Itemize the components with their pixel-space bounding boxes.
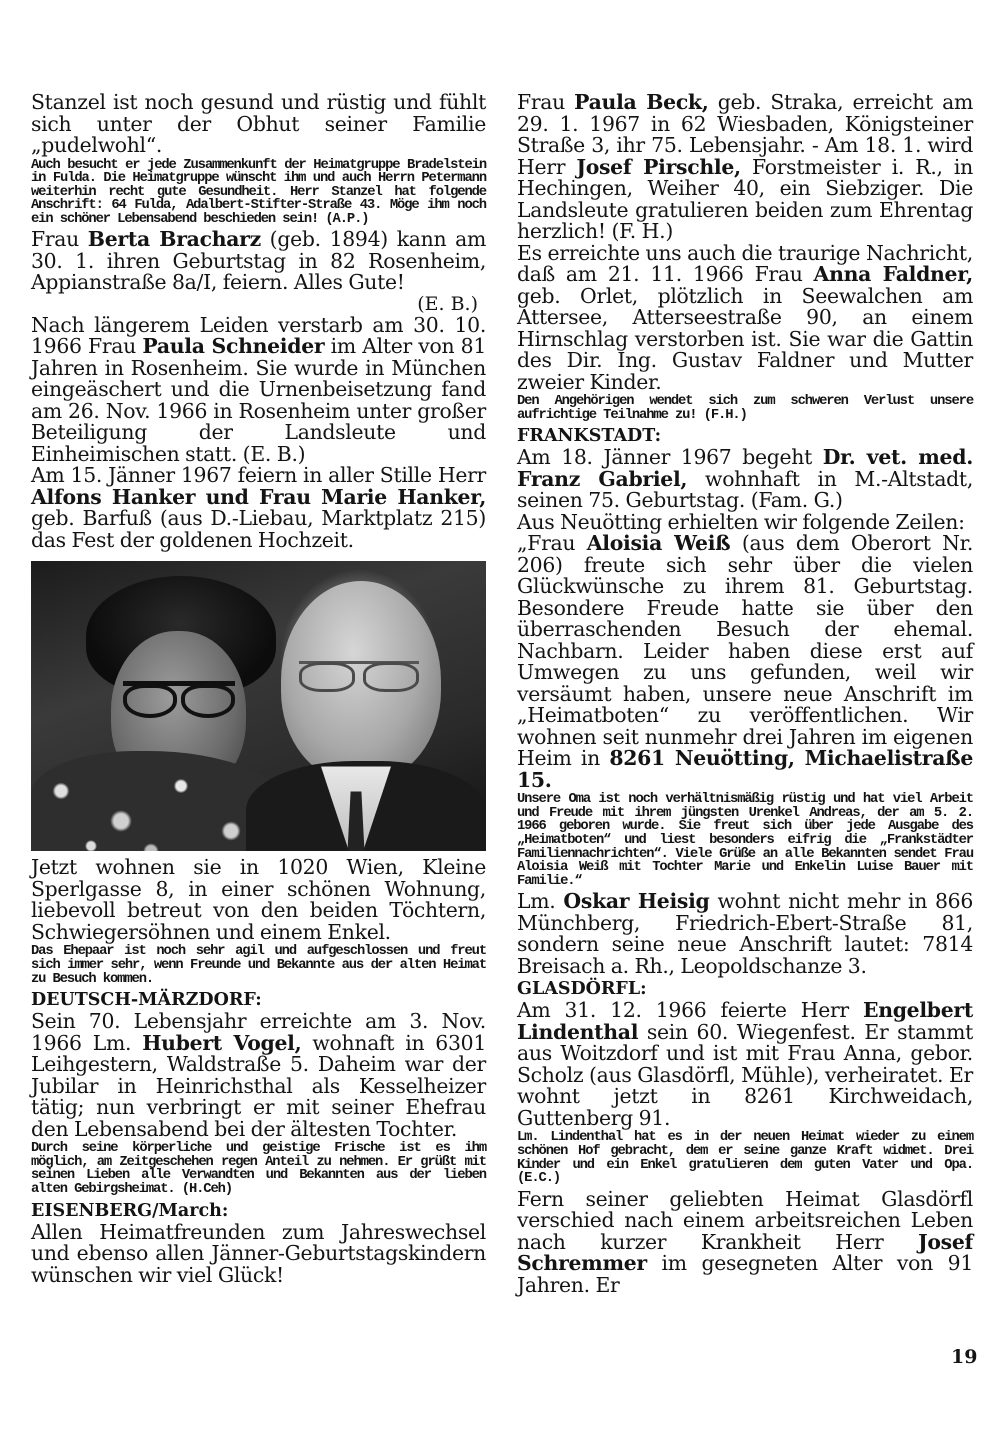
person-name: Josef Pirschle, bbox=[576, 154, 741, 179]
paragraph-hanker: Am 15. Jänner 1967 feiern in aller Stille Herr Alfons Hanker und Frau Marie Hanker, geb. Barfuß (aus D.-Liebau, Marktplatz 215) das Fest der goldenen Hochzeit. bbox=[31, 463, 486, 552]
note-hanker: Das Ehepaar ist noch sehr agil und aufgeschlossen und freut sich immer sehr, wenn Freunde und Bekannte aus der alten Heimat zu Besuch kommen. bbox=[31, 944, 486, 987]
person-name: Paula Schneider bbox=[142, 334, 325, 359]
person-name: Alfons Hanker und Frau Marie Hanker, bbox=[31, 484, 486, 509]
paragraph-heisig: Lm. Oskar Heisig wohnt nicht mehr in 866 Münchberg, Friedrich-Ebert-Straße 81, sondern seine neue Anschrift lautet: 7814 Breisach a. Rh., Leopoldschanze 3. bbox=[517, 889, 974, 978]
person-name: Paula Beck, bbox=[574, 90, 709, 114]
paragraph-neuoetting: Aus Neuötting erhielten wir folgende Zeilen: bbox=[517, 509, 965, 534]
note-faldner: Den Angehörigen wendet sich zum schweren Verlust unsere aufrichtige Teilnahme zu! (F.H.) bbox=[517, 394, 973, 423]
note-vogel: Durch seine körperliche und geistige Frische ist es ihm möglich, am Zeitgeschehen regen Anteil zu nehmen. Er grüßt mit seinen Lieben alle Verwandten und Bekannten aus der lieben alten Gebirgsheimat. (H.Ceh) bbox=[31, 1141, 486, 1198]
paragraph-hanker-address: Jetzt wohnen sie in 1020 Wien, Kleine Sperlgasse 8, in einer schönen Wohnung, liebevoll betreut von den beiden Töchtern, Schwiegersöhnen und einem Enkel. bbox=[31, 855, 486, 944]
couple-photo bbox=[31, 561, 486, 851]
signature-eb: (E. B.) bbox=[417, 292, 478, 315]
heading-eisenberg: EISENBERG/March: bbox=[31, 1200, 229, 1221]
heading-glasdoerfl: GLASDÖRFL: bbox=[517, 979, 647, 1000]
note-lindenthal: Lm. Lindenthal hat es in der neuen Heimat wieder zu einem schönen Hof gebracht, dem er seine ganze Kraft widmet. Drei Kinder und ein Enkel gratulieren dem guten Vater und Opa. (E.C.) bbox=[517, 1130, 973, 1187]
paragraph-weiss: „Frau Aloisia Weiß (aus dem Oberort Nr. 206) freute sich sehr über die vielen Glückwünsche zu ihrem 81. Geburtstag. Besondere Freude hatte sie über den überraschenden Besuch der ehemal. Nachbarn. Leider haben diese erst auf Umwegen zu uns gefunden, weil wir versäumt haben, unsere neue Anschrift im „Heimatboten“ zu veröffentlichen. Wir wohnen seit nunmehr drei Jahren im eigenen Heim in 8261 Neuötting, Michaelistraße 15. bbox=[517, 531, 973, 792]
paragraph-schneider: Nach längerem Leiden verstarb am 30. 10. 1966 Frau Paula Schneider im Alter von 81 Jahren in Rosenheim. Sie wurde in München eingeäschert und die Urnenbeisetzung fand am 26. Nov. 1966 in Rosenheim unter großer Beteiligung der Landsleute und Einheimischen statt. (E. B.) bbox=[31, 312, 486, 466]
person-name: Anna Faldner, bbox=[813, 262, 973, 286]
paragraph-schremmer: Fern seiner geliebten Heimat Glasdörfl verschied nach einem arbeitsreichen Leben nach kurzer Krankheit Herr Josef Schremmer im gesegneten Alter von 91 Jahren. Er bbox=[517, 1186, 973, 1297]
heading-deutsch-maerzdorf: DEUTSCH-MÄRZDORF: bbox=[31, 990, 262, 1011]
paragraph-vogel: Sein 70. Lebensjahr erreichte am 3. Nov. 1966 Lm. Hubert Vogel, wohnaft in 6301 Leihgestern, Waldstraße 5. Daheim war der Jubilar in Heinrichsthal als Kesselheizer tätig; nun verbringt er mit seiner Ehefrau den Lebensabend bei der ältesten Tochter. bbox=[31, 1009, 486, 1141]
paragraph-gabriel: Am 18. Jänner 1967 begeht Dr. vet. med. Franz Gabriel, wohnhaft in M.-Altstadt, seinen 75. Geburtstag. (Fam. G.) bbox=[517, 445, 973, 513]
person-name: Josef Schremmer bbox=[517, 1229, 973, 1276]
paragraph-beck: Frau Paula Beck, geb. Straka, erreicht am 29. 1. 1967 in 62 Wiesbaden, Königsteiner Straße 3, ihr 75. Lebensjahr. - Am 18. 1. wird Herr Josef Pirschle, Forstmeister i. R., in Hechingen, Weiher 40, ein Siebziger. Die Landsleute gratulieren beiden zum Ehrentag herzlich! (F. H.) bbox=[517, 90, 973, 243]
person-name: Engelbert Lindenthal bbox=[517, 998, 973, 1044]
person-name: Aloisia Weiß bbox=[586, 531, 731, 556]
paragraph-bracharz: Frau Berta Bracharz (geb. 1894) kann am 30. 1. ihren Geburtstag in 82 Rosenheim, Appianstraße 8a/I, feiern. Alles Gute! bbox=[31, 227, 487, 295]
page-number: 19 bbox=[951, 1346, 978, 1368]
note-stanzel: Auch besucht er jede Zusammenkunft der Heimatgruppe Bradelstein in Fulda. Die Heimatgruppe wünscht ihm und auch Herrn Petermann weiterhin recht gute Gesundheit. Herr Stanzel hat folgende Anschrift: 64 Fulda, Adalbert-Stifter-Straße 43. Möge ihm noch ein schöner Lebensabend beschieden sein! (A.P.) bbox=[31, 157, 486, 227]
paragraph-lindenthal: Am 31. 12. 1966 feierte Herr Engelbert Lindenthal sein 60. Wiegenfest. Er stammt aus Woitzdorf und ist mit Frau Anna, gebor. Scholz (aus Glasdörfl, Mühle), verheiratet. Er wohnt jetzt in 8261 Kirchweidach, Guttenberg 91. bbox=[517, 998, 973, 1130]
right-column bbox=[517, 92, 973, 1296]
person-name: Oskar Heisig bbox=[563, 889, 710, 914]
paragraph-eisenberg: Allen Heimatfreunden zum Jahreswechsel und ebenso allen Jänner-Geburtstagskindern wünschen wir viel Glück! bbox=[31, 1219, 486, 1287]
note-weiss: Unsere Oma ist noch verhältnismäßig rüstig und hat viel Arbeit und Freude mit ihrem jüngsten Urenkel Andreas, der am 5. 2. 1966 geboren wurde. Sie freut sich über jede Ausgabe des „Heimatboten“ und liest besonders eifrig die „Frankstädter Familiennachrichten“. Viele Grüße an alle Bekannten sendet Frau Aloisia Weiß mit Tochter Marie und Enkelin Luise Bauer mit Familie.“ bbox=[517, 792, 973, 889]
paragraph-faldner: Es erreichte uns auch die traurige Nachricht, daß am 21. 11. 1966 Frau Anna Faldner, geb. Orlet, plötzlich in Seewalchen am Attersee, Atterseestraße 90, an einem Hirnschlag verstorben ist. Sie war die Gattin des Dir. Ing. Gustav Faldner und Mutter zweier Kinder. bbox=[517, 240, 973, 394]
address: 8261 Neuötting, Michaelistraße 15. bbox=[517, 746, 973, 792]
person-name: Dr. vet. med. Franz Gabriel, bbox=[517, 445, 973, 491]
person-name: Hubert Vogel, bbox=[142, 1030, 302, 1055]
paragraph-stanzel: Stanzel ist noch gesund und rüstig und fühlt sich unter der Obhut seiner Familie „pudelwohl“. bbox=[31, 90, 486, 157]
heading-frankstadt: FRANKSTADT: bbox=[517, 426, 662, 447]
person-name: Berta Bracharz bbox=[87, 227, 261, 252]
left-column bbox=[31, 92, 486, 1286]
